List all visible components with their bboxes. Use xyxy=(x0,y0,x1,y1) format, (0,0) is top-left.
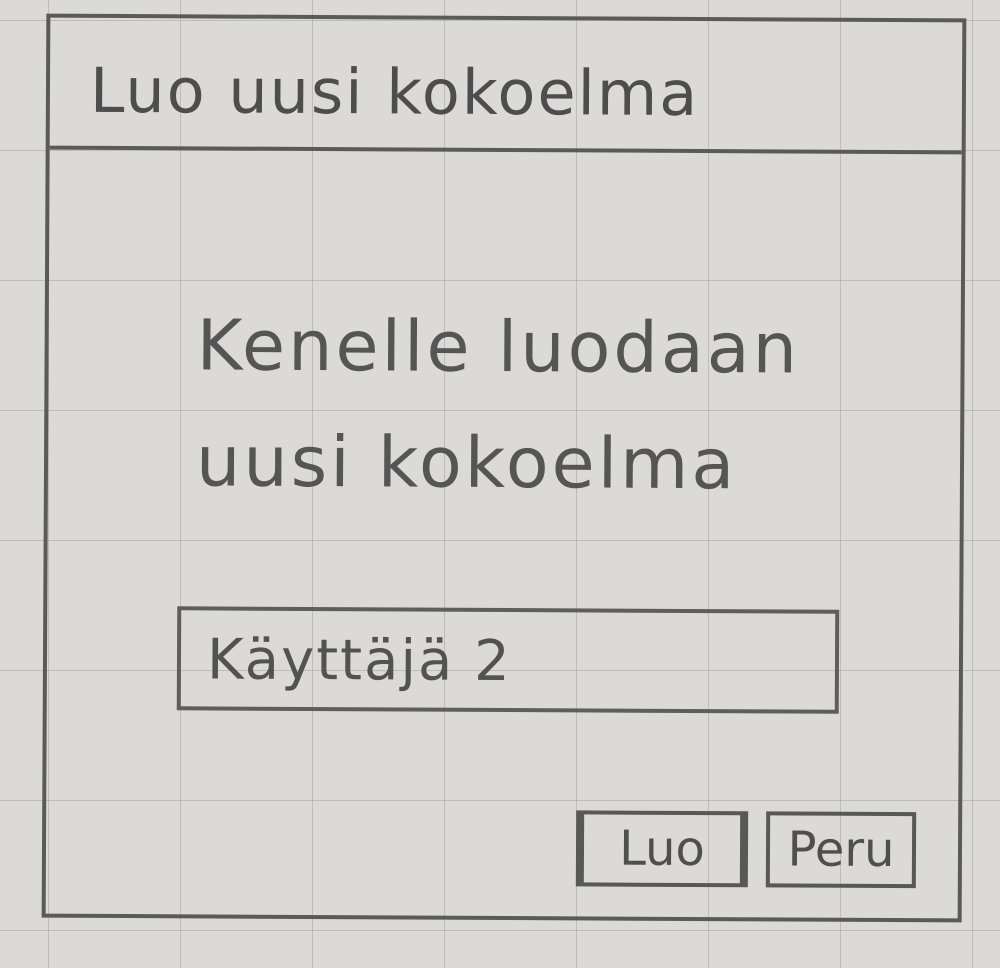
dialog-title: Luo uusi kokoelma xyxy=(89,53,700,131)
cancel-button[interactable]: Peru xyxy=(766,811,916,888)
create-collection-dialog xyxy=(42,14,967,923)
prompt-line-2: uusi kokoelma xyxy=(195,419,738,505)
dialog-prompt xyxy=(196,288,857,522)
user-select-field[interactable] xyxy=(177,606,840,713)
create-button[interactable]: Luo xyxy=(576,810,748,887)
user-select-value: Käyttäjä 2 xyxy=(206,627,512,695)
prompt-line-1: Kenelle luodaan xyxy=(196,304,801,390)
dialog-title-bar xyxy=(50,18,963,155)
